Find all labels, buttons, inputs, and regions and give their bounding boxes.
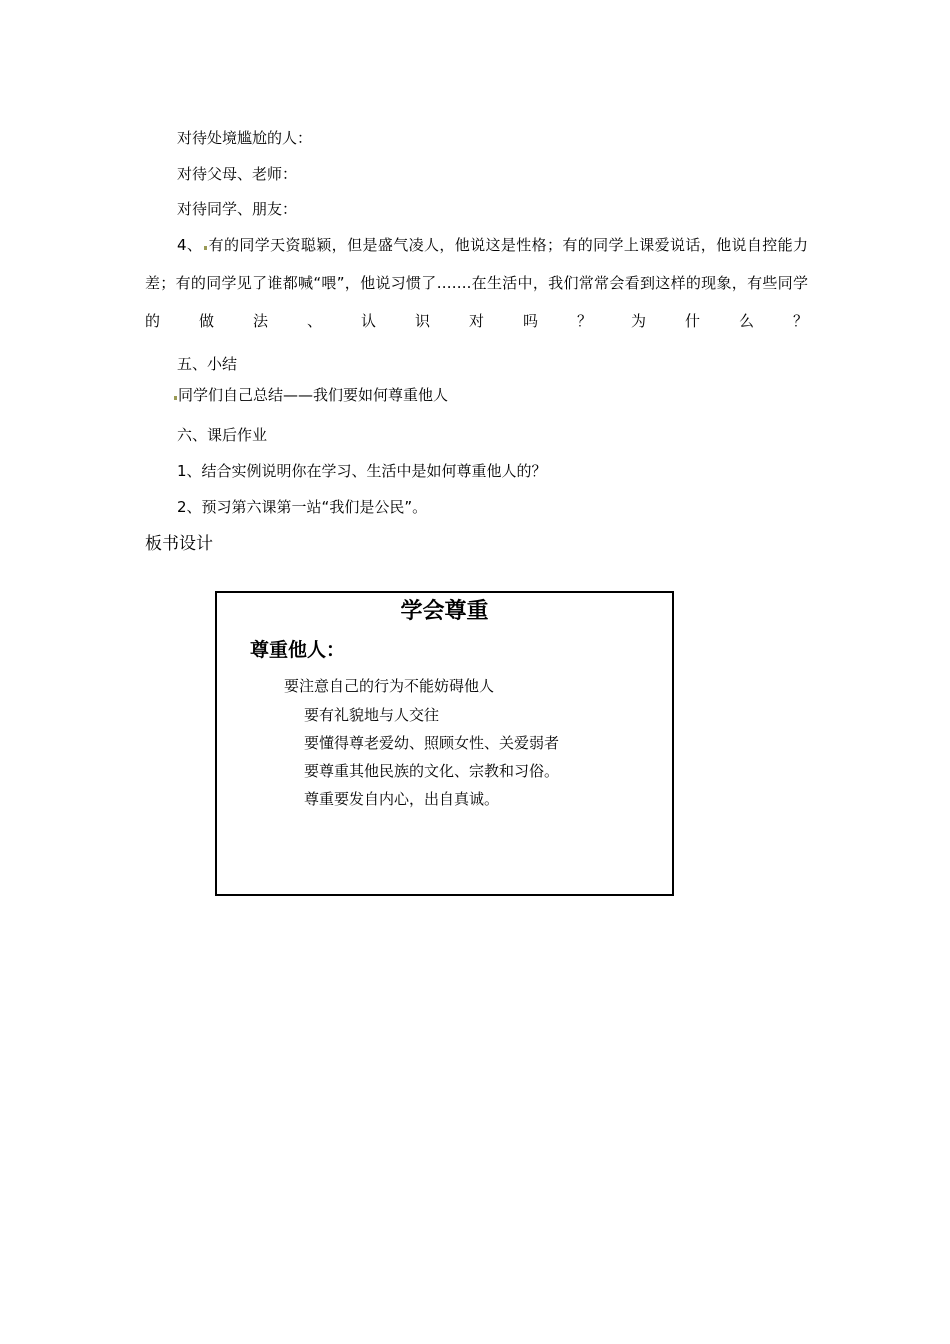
- question-4-number: 4、: [177, 236, 203, 254]
- board-item: 要尊重其他民族的文化、宗教和习俗。: [304, 762, 560, 780]
- board-item: 要注意自己的行为不能妨碍他人: [284, 677, 495, 695]
- homework-item-2: 2、预习第六课第一站“我们是公民”。: [177, 498, 428, 516]
- blackboard-design-box: [215, 591, 674, 896]
- question-4-paragraph: [145, 226, 808, 378]
- question-4-text: 有的同学天资聪颖，但是盛气凌人，他说这是性格；有的同学上课爱说话，他说自控能力差；有的同学见了谁都喊“喂”，他说习惯了…….在生活中，我们常常会看到这样的现象，有些同学的做法、认识对吗？为什么？: [145, 236, 808, 330]
- board-item: 要有礼貌地与人交往: [304, 706, 440, 724]
- text-line-classmates-friends: 对待同学、朋友：: [177, 200, 298, 218]
- homework-item-1: 1、结合实例说明你在学习、生活中是如何尊重他人的？: [177, 462, 547, 480]
- board-item: 要懂得尊老爱幼、照顾女性、关爱弱者: [304, 734, 560, 752]
- board-design-heading: 板书设计: [145, 534, 213, 554]
- section-summary-heading: 五、小结: [177, 355, 238, 373]
- board-item: 尊重要发自内心，出自真诚。: [304, 790, 500, 808]
- section-homework-heading: 六、课后作业: [177, 426, 268, 444]
- summary-text: 同学们自己总结——我们要如何尊重他人: [178, 386, 449, 404]
- board-title: 学会尊重: [400, 599, 489, 624]
- section-summary-text: [174, 385, 448, 405]
- edit-marker: [174, 396, 177, 400]
- text-line-parents-teachers: 对待父母、老师：: [177, 165, 298, 183]
- board-subtitle: 尊重他人：: [250, 639, 346, 661]
- edit-marker: [204, 246, 207, 250]
- text-line-awkward: 对待处境尴尬的人：: [177, 129, 313, 147]
